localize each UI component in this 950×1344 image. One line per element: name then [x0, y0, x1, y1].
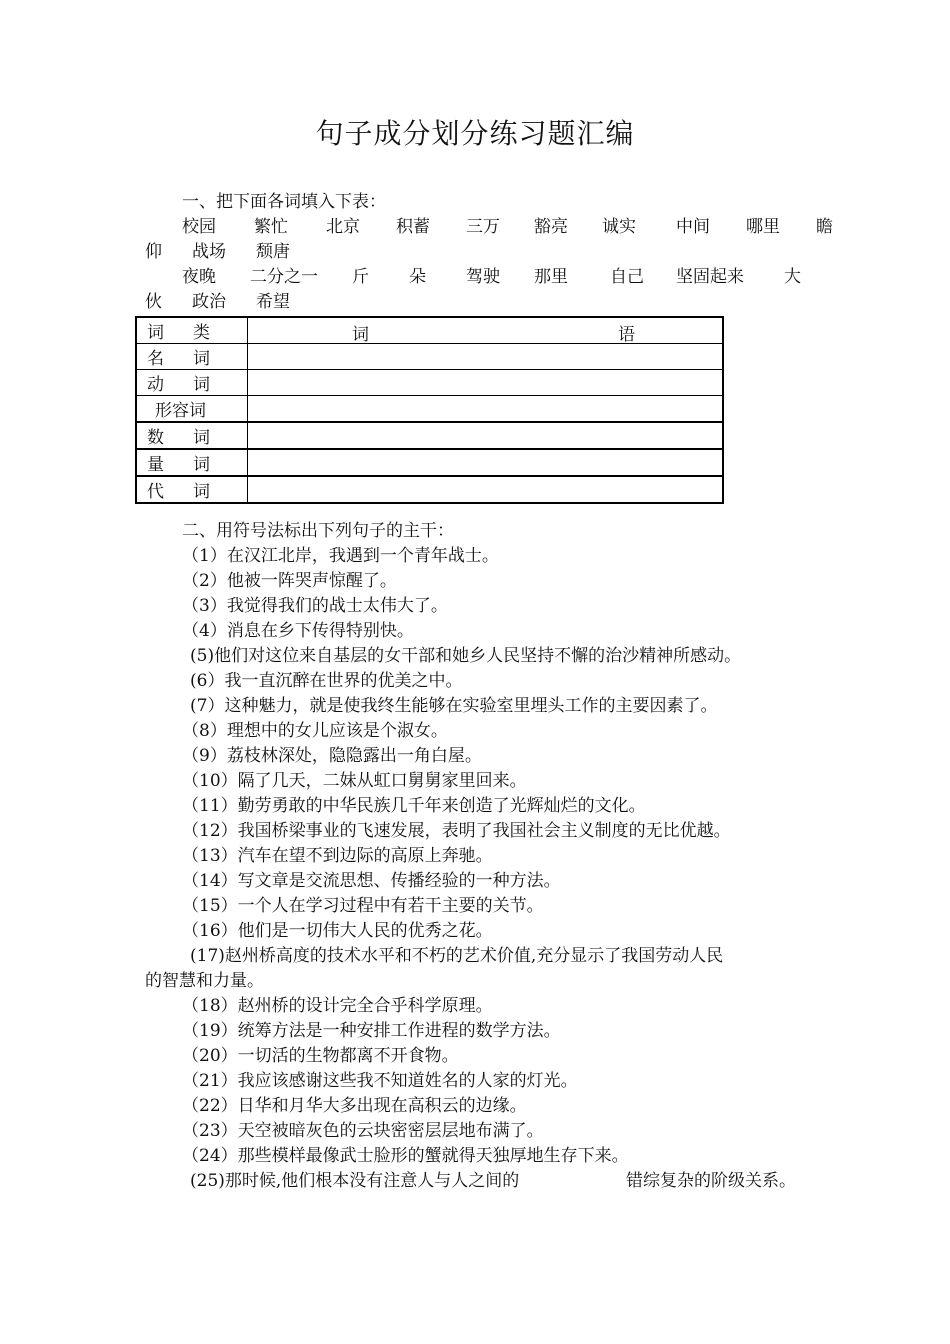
word: 那里	[534, 267, 568, 287]
answer-cell[interactable]	[248, 449, 724, 476]
sentence-item: （21）我应该感谢这些我不知道姓名的人家的灯光。	[182, 1071, 578, 1091]
sentence-item: (7）这种魅力，就是使我终生能够在实验室里埋头工作的主要因素了。	[190, 696, 718, 716]
word-list-line-4	[145, 291, 320, 313]
table-row	[136, 422, 723, 449]
sentence-item: （1）在汉江北岸，我遇到一个青年战士。	[182, 546, 499, 566]
part2-heading: 二、用符号法标出下列句子的主干：	[182, 521, 454, 541]
word: 仰	[145, 242, 162, 262]
sentence-item: （4）消息在乡下传得特别快。	[182, 621, 414, 641]
sentence-item: （24）那些模样最像武士脸形的蟹就得天独厚地生存下来。	[182, 1146, 629, 1166]
answer-cell[interactable]	[248, 370, 724, 396]
sentence-item: （8）理想中的女儿应该是个淑女。	[182, 721, 448, 741]
word: 朵	[409, 267, 426, 287]
sentence-item: （9）荔枝林深处，隐隐露出一角白屋。	[182, 746, 482, 766]
word: 大	[784, 267, 801, 287]
page-title: 句子成分划分练习题汇编	[315, 117, 635, 150]
table-row	[136, 344, 723, 370]
sentence-item-tail: 错综复杂的阶级关系。	[626, 1171, 796, 1191]
sentence-item: (17)赵州桥高度的技术水平和不朽的艺术价值,充分显示了我国劳动人民	[190, 946, 724, 966]
category-cell: 量 词	[136, 449, 248, 476]
word: 瞻	[816, 217, 833, 237]
sentence-item: (5)他们对这位来自基层的女干部和她乡人民坚持不懈的治沙精神所感动。	[190, 646, 742, 666]
sentence-item: （11）勤劳勇敢的中华民族几千年来创造了光辉灿烂的文化。	[182, 796, 646, 816]
word: 校园	[182, 217, 216, 237]
sentence-item: （10）隔了几天，二妹从虹口舅舅家里回来。	[182, 771, 527, 791]
table-row	[136, 370, 723, 396]
sentence-item: (25)那时候,他们根本没有注意人与人之间的	[190, 1171, 520, 1191]
word: 坚固起来	[676, 267, 744, 287]
sentence-item-continued: 的智慧和力量。	[145, 971, 264, 991]
answer-cell[interactable]	[248, 422, 724, 449]
word-list-line-2	[145, 241, 320, 263]
category-cell: 名 词	[136, 344, 248, 370]
word: 夜晚	[182, 267, 216, 287]
word: 自己	[610, 267, 644, 287]
category-cell: 形容词	[136, 396, 248, 423]
answer-cell[interactable]	[248, 396, 724, 423]
word: 颓唐	[256, 242, 290, 262]
category-cell: 代 词	[136, 476, 248, 503]
word-list-line-3	[182, 266, 801, 288]
word: 中间	[676, 217, 710, 237]
category-cell: 动 词	[136, 370, 248, 396]
word: 斤	[352, 267, 369, 287]
category-cell: 数 词	[136, 422, 248, 449]
sentence-item: （22）日华和月华大多出现在高积云的边缘。	[182, 1096, 527, 1116]
table-header-row	[136, 317, 723, 344]
sentence-item: （3）我觉得我们的战士太伟大了。	[182, 596, 448, 616]
word: 驾驶	[466, 267, 500, 287]
sentence-item: （15）一个人在学习过程中有若干主要的关节。	[182, 896, 544, 916]
word: 政治	[192, 292, 226, 312]
part1-heading: 一、把下面各词填入下表：	[182, 192, 386, 212]
sentence-item: （12）我国桥梁事业的飞速发展，表明了我国社会主义制度的无比优越。	[182, 821, 731, 841]
sentence-item: （2）他被一阵哭声惊醒了。	[182, 571, 397, 591]
table-row	[136, 449, 723, 476]
table-row	[136, 396, 723, 423]
sentence-item: （14）写文章是交流思想、传播经验的一种方法。	[182, 871, 561, 891]
word: 伙	[145, 292, 162, 312]
sentence-item: （23）天空被暗灰色的云块密密层层地布满了。	[182, 1121, 544, 1141]
word: 豁亮	[534, 217, 568, 237]
word: 积蓄	[396, 217, 430, 237]
word: 三万	[466, 217, 500, 237]
word: 诚实	[602, 217, 636, 237]
sentence-item: （13）汽车在望不到边际的高原上奔驰。	[182, 846, 493, 866]
word: 北京	[326, 217, 360, 237]
sentence-item: （18）赵州桥的设计完全合乎科学原理。	[182, 996, 493, 1016]
word: 繁忙	[254, 217, 288, 237]
table-header-words: 词 语	[248, 317, 724, 344]
word-list-line-1	[182, 216, 833, 238]
word: 希望	[256, 292, 290, 312]
sentence-item: (6）我一直沉醉在世界的优美之中。	[190, 671, 463, 691]
sentence-item: （19）统筹方法是一种安排工作进程的数学方法。	[182, 1021, 561, 1041]
word: 战场	[192, 242, 226, 262]
sentence-item: （20）一切活的生物都离不开食物。	[182, 1046, 459, 1066]
sentence-item: （16）他们是一切伟大人民的优秀之花。	[182, 921, 493, 941]
answer-cell[interactable]	[248, 344, 724, 370]
table-header-category: 词 类	[136, 317, 248, 344]
answer-cell[interactable]	[248, 476, 724, 503]
word: 二分之一	[250, 267, 318, 287]
word-category-table	[135, 316, 724, 504]
word: 哪里	[746, 217, 780, 237]
table-row	[136, 476, 723, 503]
